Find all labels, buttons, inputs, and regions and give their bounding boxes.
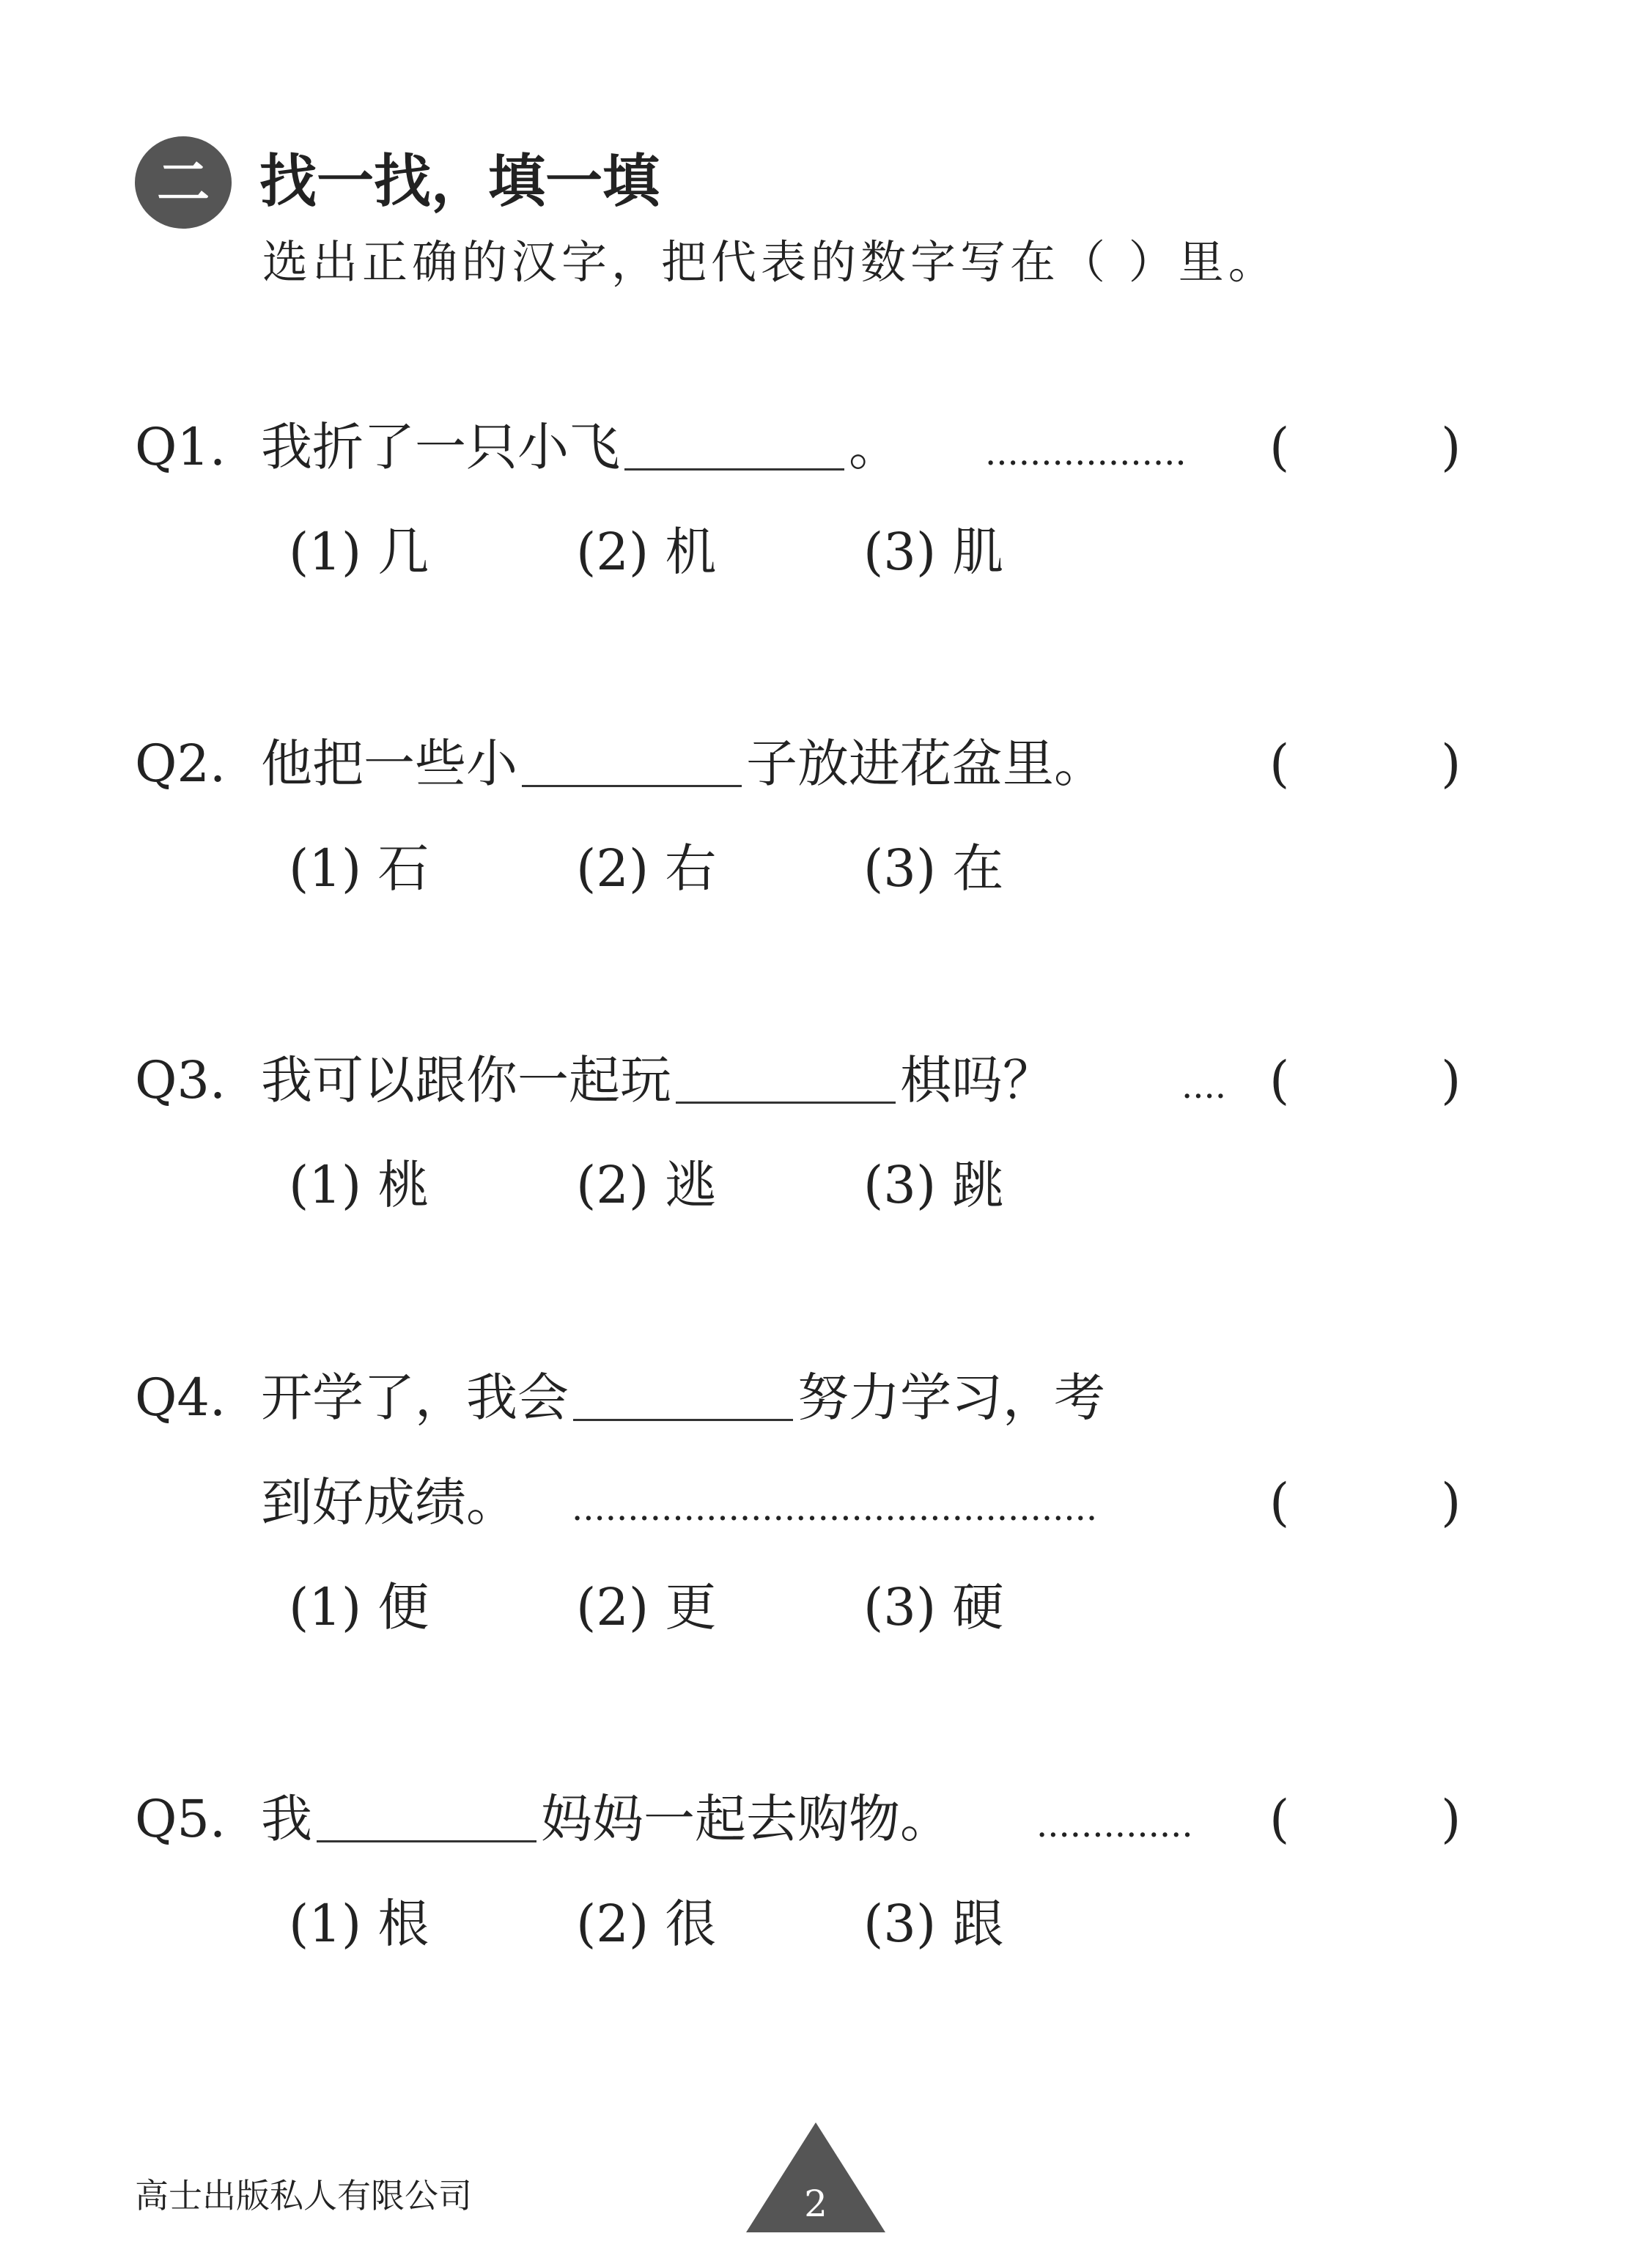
option-1[interactable]: (1) 石 [289,838,429,899]
option-2[interactable]: (2) 逃 [576,1155,717,1215]
question-5 [135,1786,951,1852]
question-number: Q3. [135,1050,226,1110]
answer-paren-open[interactable]: ( [1269,1472,1290,1532]
answer-blank[interactable] [676,1050,896,1104]
options-row-3 [289,1152,1151,1218]
option-1[interactable]: (1) 桃 [289,1155,429,1215]
answer-blank[interactable] [624,417,844,471]
option-1[interactable]: (1) 几 [289,522,429,582]
options-row-2 [289,835,1151,901]
section-instruction: 选出正确的汉字，把代表的数字写在（ ）里。 [262,235,1278,289]
option-2[interactable]: (2) 机 [576,522,717,582]
leader-dots: .............. [1036,1804,1193,1845]
page-number: 2 [804,2183,827,2225]
option-3[interactable]: (3) 硬 [863,1577,1004,1637]
answer-blank[interactable] [522,734,742,787]
option-1[interactable]: (1) 根 [289,1894,429,1954]
options-row-5 [289,1891,1151,1957]
question-text-after: 棋吗？ [900,1050,1054,1110]
publisher-name: 高士出版私人有限公司 [135,2176,472,2215]
answer-paren-close: ) [1441,1050,1461,1110]
option-2[interactable]: (2) 右 [576,838,717,899]
question-4 [135,1365,1105,1431]
option-2[interactable]: (2) 很 [576,1894,717,1954]
question-text-after: 子放进花盆里。 [746,734,1105,794]
leader-dots: .... [1181,1066,1227,1107]
answer-paren-open[interactable]: ( [1269,417,1290,477]
answer-paren-close: ) [1441,417,1461,477]
leader-dots: .................. [985,432,1187,473]
options-row-1 [289,519,1151,585]
question-text-before: 我 [261,1789,312,1849]
option-1[interactable]: (1) 便 [289,1577,429,1637]
answer-blank[interactable] [573,1368,793,1421]
question-text-before: 我折了一只小飞 [261,417,620,477]
option-2[interactable]: (2) 更 [576,1577,717,1637]
question-3 [135,1047,1054,1113]
question-text-before: 我可以跟你一起玩 [261,1050,671,1110]
question-text-after: 努力学习，考 [797,1368,1105,1428]
question-text-after: 。 [849,417,900,477]
answer-paren-open[interactable]: ( [1269,1789,1290,1849]
option-3[interactable]: (3) 跳 [863,1155,1004,1215]
leader-dots: ............................................... [572,1488,1098,1529]
question-text-before: 开学了，我会 [261,1368,569,1428]
option-3[interactable]: (3) 肌 [863,522,1004,582]
question-text-after: 妈妈一起去购物。 [541,1789,951,1849]
option-3[interactable]: (3) 跟 [863,1894,1004,1954]
answer-paren-close: ) [1441,1789,1461,1849]
question-text-before: 他把一些小 [261,734,517,794]
page-number-triangle [746,2122,885,2232]
option-3[interactable]: (3) 在 [863,838,1004,899]
question-number: Q5. [135,1789,226,1849]
answer-paren-open[interactable]: ( [1269,734,1290,794]
answer-paren-open[interactable]: ( [1269,1050,1290,1110]
answer-blank[interactable] [317,1789,536,1842]
question-number: Q2. [135,734,226,794]
answer-paren-close: ) [1441,734,1461,794]
answer-paren-close: ) [1441,1472,1461,1532]
question-4-line-2: 到好成绩。 [261,1472,517,1532]
question-number: Q1. [135,417,226,477]
question-2 [135,731,1105,797]
options-row-4 [289,1574,1151,1640]
question-1 [135,414,900,480]
question-number: Q4. [135,1368,226,1428]
section-title: 找一找，填一填 [259,149,660,215]
section-number-badge: 二 [135,136,232,229]
